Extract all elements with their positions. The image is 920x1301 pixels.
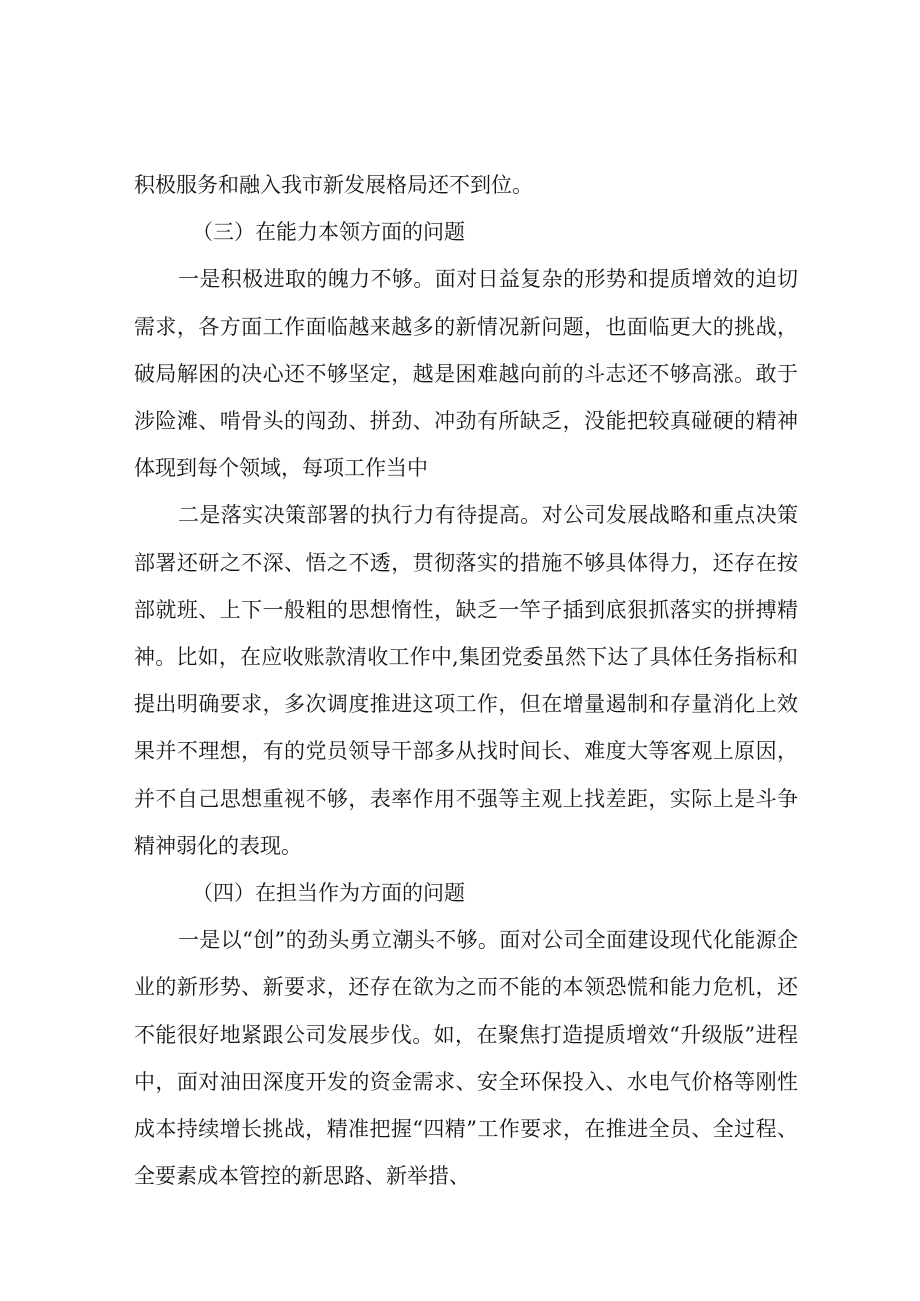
paragraph-continuation: 积极服务和融入我市新发展格局还不到位。 [134, 173, 533, 197]
section-heading-3: （三）在能力本领方面的问题 [192, 220, 465, 245]
body-paragraph: 二是落实决策部署的执行力有待提高。对公司发展战略和重点决策部署还研之不深、悟之不透，贯彻落实的措施不够具体得力，还存在按部就班、上下一般粗的思想惰性，缺乏一竿子插到底狠抓落实的拼搏精神。比如，在应收账款清收工作中,集团党委虽然下达了具体任务指标和提出明确要求，多次调度推进这项工作，但在增量遏制和存量消化上效果并不理想，有的党员领导干部多从找时间长、难度大等客观上原因，并不自己思想重视不够，表率作用不强等主观上找差距，实际上是斗争精神弱化的表现。 [134, 503, 798, 858]
body-paragraph: 一是以“创”的劲头勇立潮头不够。面对公司全面建设现代化能源企业的新形势、新要求，还存在欲为之而不能的本领恐慌和能力危机，还不能很好地紧跟公司发展步伐。如，在聚焦打造提质增效“升级版”进程中，面对油田深度开发的资金需求、安全环保投入、水电气价格等刚性成本持续增长挑战，精准把握“四精”工作要求，在推进全员、全过程、全要素成本管控的新思路、新举措、 [134, 928, 798, 1189]
section-heading-4: （四）在担当作为方面的问题 [192, 881, 465, 906]
body-paragraph: 一是积极进取的魄力不够。面对日益复杂的形势和提质增效的迫切需求，各方面工作面临越来越多的新情况新问题，也面临更大的挑战，破局解困的决心还不够坚定，越是困难越向前的斗志还不够高涨。敢于涉险滩、啃骨头的闯劲、拼劲、冲劲有所缺乏，没能把较真碰硬的精神体现到每个领域，每项工作当中 [134, 267, 798, 481]
document-body [134, 162, 798, 1200]
